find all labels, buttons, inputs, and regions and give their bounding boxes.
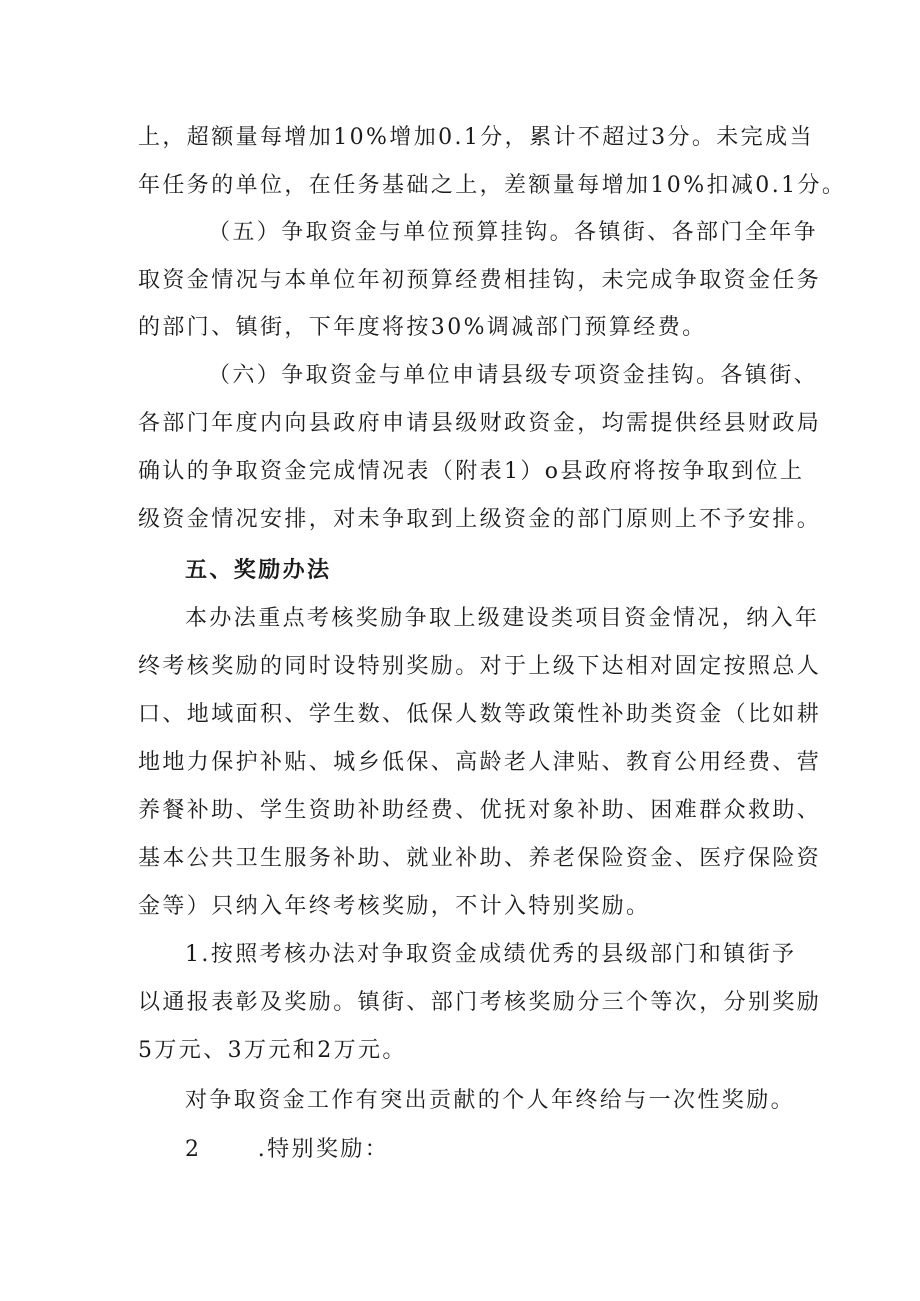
text-line-7: 各部门年度内向县政府申请县级财政资金，均需提供经县财政局 xyxy=(138,411,822,436)
text-line-11: 本办法重点考核奖励争取上级建设类项目资金情况，纳入年 xyxy=(185,606,820,631)
text-line-5: 的部门、镇街，下年度将按30%调减部门预算经费。 xyxy=(138,315,707,340)
text-line-1: 上，超额量每增加10%增加0.1分，累计不超过3分。未完成当 xyxy=(138,125,814,150)
text-line-12: 终考核奖励的同时设特别奖励。对于上级下达相对固定按照总人 xyxy=(138,654,822,679)
text-line-15: 养餐补助、学生资助补助经费、优抚对象补助、困难群众救助、 xyxy=(138,798,822,823)
text-line-20: 5万元、3万元和2万元。 xyxy=(138,1038,407,1063)
text-line-19: 以通报表彰及奖励。镇街、部门考核奖励分三个等次，分别奖励 xyxy=(138,990,822,1015)
text-line-9: 级资金情况安排，对未争取到上级资金的部门原则上不予安排。 xyxy=(138,507,822,532)
section-heading: 五、奖励办法 xyxy=(185,558,332,583)
text-line-8: 确认的争取资金完成情况表（附表1）o县政府将按争取到位上 xyxy=(138,459,805,484)
text-line-14: 地地力保护补贴、城乡低保、高龄老人津贴、教育公用经费、营 xyxy=(138,750,822,775)
text-line-6: （六）争取资金与单位申请县级专项资金挂钩。各镇街、 xyxy=(208,363,819,388)
text-line-2: 年任务的单位，在任务基础之上，差额量每增加10%扣减0.1分。 xyxy=(138,173,847,198)
text-line-3: （五）争取资金与单位预算挂钩。各镇街、各部门全年争 xyxy=(208,220,819,245)
text-line-16: 基本公共卫生服务补助、就业补助、养老保险资金、医疗保险资 xyxy=(138,846,822,871)
text-line-22: 2 .特别奖励： xyxy=(185,1137,390,1162)
text-line-21: 对争取资金工作有突出贡献的个人年终给与一次性奖励。 xyxy=(185,1088,796,1113)
text-line-4: 取资金情况与本单位年初预算经费相挂钩，未完成争取资金任务 xyxy=(138,268,822,293)
text-line-17: 金等）只纳入年终考核奖励，不计入特别奖励。 xyxy=(138,894,651,919)
text-line-13: 口、地域面积、学生数、低保人数等政策性补助类资金（比如耕 xyxy=(138,702,822,727)
text-line-18: 1.按照考核办法对争取资金成绩优秀的县级部门和镇街予 xyxy=(185,942,797,967)
